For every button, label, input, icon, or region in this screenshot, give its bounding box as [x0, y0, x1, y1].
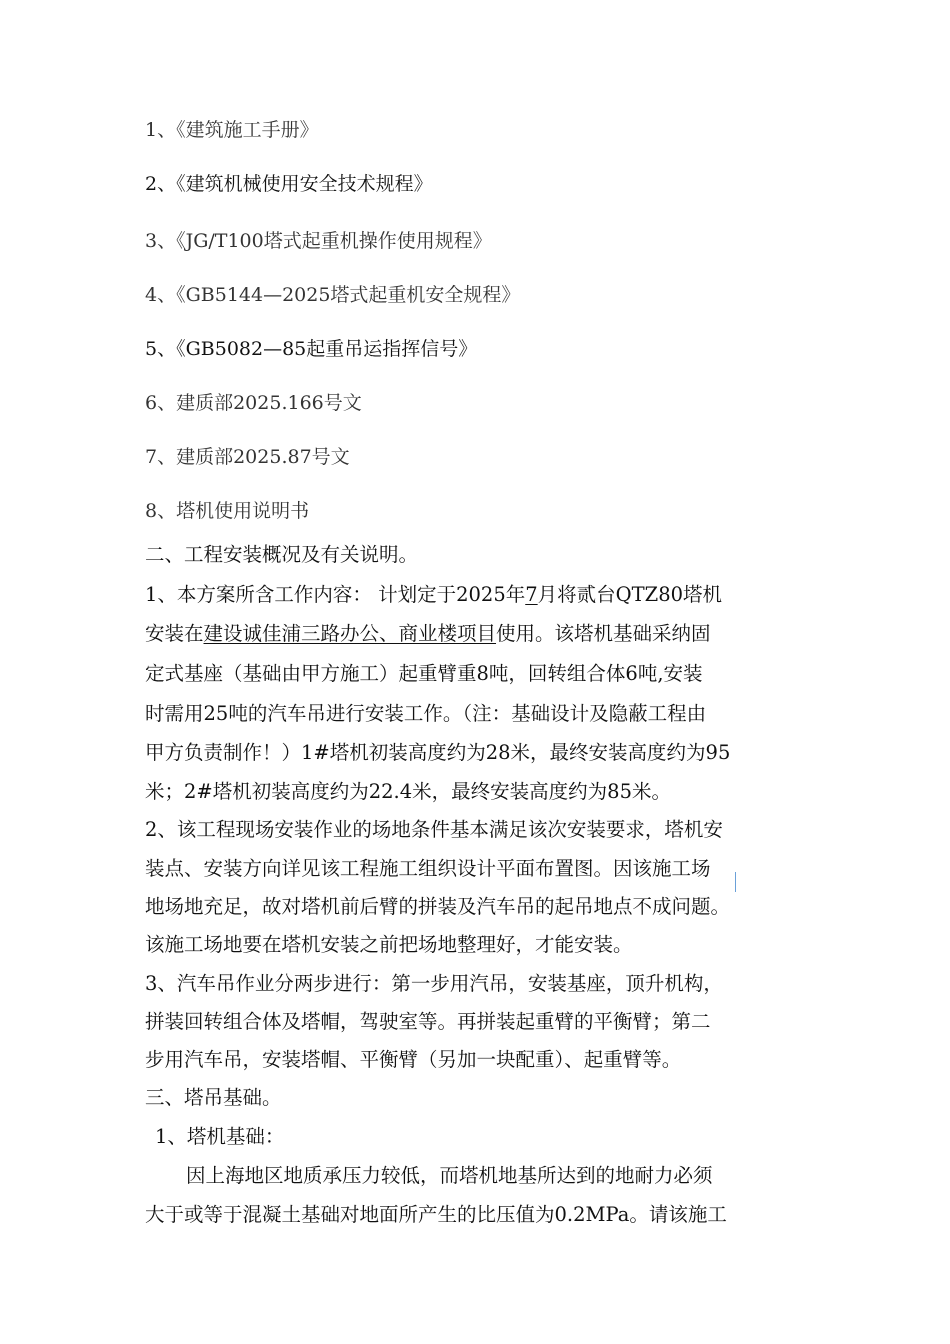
text-run: 使用。该塔机基础采纳固 [496, 622, 711, 645]
section-2-p1-line-3: 定式基座（基础由甲方施工）起重臂重8吨，回转组合体6吨,安装 [145, 662, 703, 685]
section-2-heading: 二、工程安装概况及有关说明。 [145, 543, 419, 566]
project-name: 建设诚佳浦三路办公、商业楼项目 [203, 622, 497, 645]
reference-item-2: 2、《建筑机械使用安全技术规程》 [145, 173, 433, 195]
reference-item-6: 6、建质部2025.166号文 [145, 392, 362, 414]
text-run: 月将贰台QTZ80塔机 [537, 583, 723, 606]
reference-item-8: 8、塔机使用说明书 [145, 500, 310, 522]
reference-item-3: 3、《JG/T100塔式起重机操作使用规程》 [145, 230, 492, 252]
section-2-p2-line-3: 地场地充足，故对塔机前后臂的拼装及汽车吊的起吊地点不成问题。 [145, 895, 731, 918]
section-2-p3-line-1: 3、汽车吊作业分两步进行：第一步用汽吊，安装基座，顶升机构， [145, 972, 723, 995]
section-2-p2-line-4: 该施工场地要在塔机安装之前把场地整理好，才能安装。 [145, 933, 633, 956]
section-2-p1-line-1 [145, 581, 722, 609]
section-3-subheading-1: 1、塔机基础： [155, 1125, 285, 1148]
section-2-p3-line-3: 步用汽车吊，安装塔帽、平衡臂（另加一块配重）、起重臂等。 [145, 1048, 682, 1071]
section-2-p2-line-2: 装点、安装方向详见该工程施工组织设计平面布置图。因该施工场 [145, 857, 711, 880]
section-2-p1-line-4: 时需用25吨的汽车吊进行安装工作。（注：基础设计及隐蔽工程由 [145, 702, 707, 725]
reference-item-7: 7、建质部2025.87号文 [145, 446, 350, 468]
install-month: 7 [525, 583, 538, 606]
reference-item-4: 4、《GB5144—2025塔式起重机安全规程》 [145, 284, 521, 306]
section-2-p2-line-1: 2、该工程现场安装作业的场地条件基本满足该次安装要求，塔机安 [145, 818, 723, 841]
section-3-heading: 三、塔吊基础。 [145, 1086, 282, 1109]
reference-item-1: 1、《建筑施工手册》 [145, 119, 319, 141]
section-3-p1-line-2: 大于或等于混凝土基础对地面所产生的比压值为0.2MPa。请该施工 [145, 1203, 727, 1226]
text-cursor [735, 872, 736, 892]
text-run: 安装在 [145, 622, 204, 645]
section-2-p1-line-2 [145, 620, 711, 648]
text-run: 1、本方案所含工作内容： 计划定于2025年 [145, 583, 526, 606]
section-2-p1-line-5: 甲方负责制作！）1#塔机初装高度约为28米，最终安装高度约为95 [145, 741, 731, 764]
section-2-p1-line-6: 米；2#塔机初装高度约为22.4米，最终安装高度约为85米。 [145, 780, 671, 803]
reference-item-5: 5、《GB5082—85起重吊运指挥信号》 [145, 338, 478, 360]
section-3-p1-line-1: 因上海地区地质承压力较低，而塔机地基所达到的地耐力必须 [186, 1164, 713, 1187]
section-2-p3-line-2: 拼装回转组合体及塔帽，驾驶室等。再拼装起重臂的平衡臂；第二 [145, 1010, 711, 1033]
